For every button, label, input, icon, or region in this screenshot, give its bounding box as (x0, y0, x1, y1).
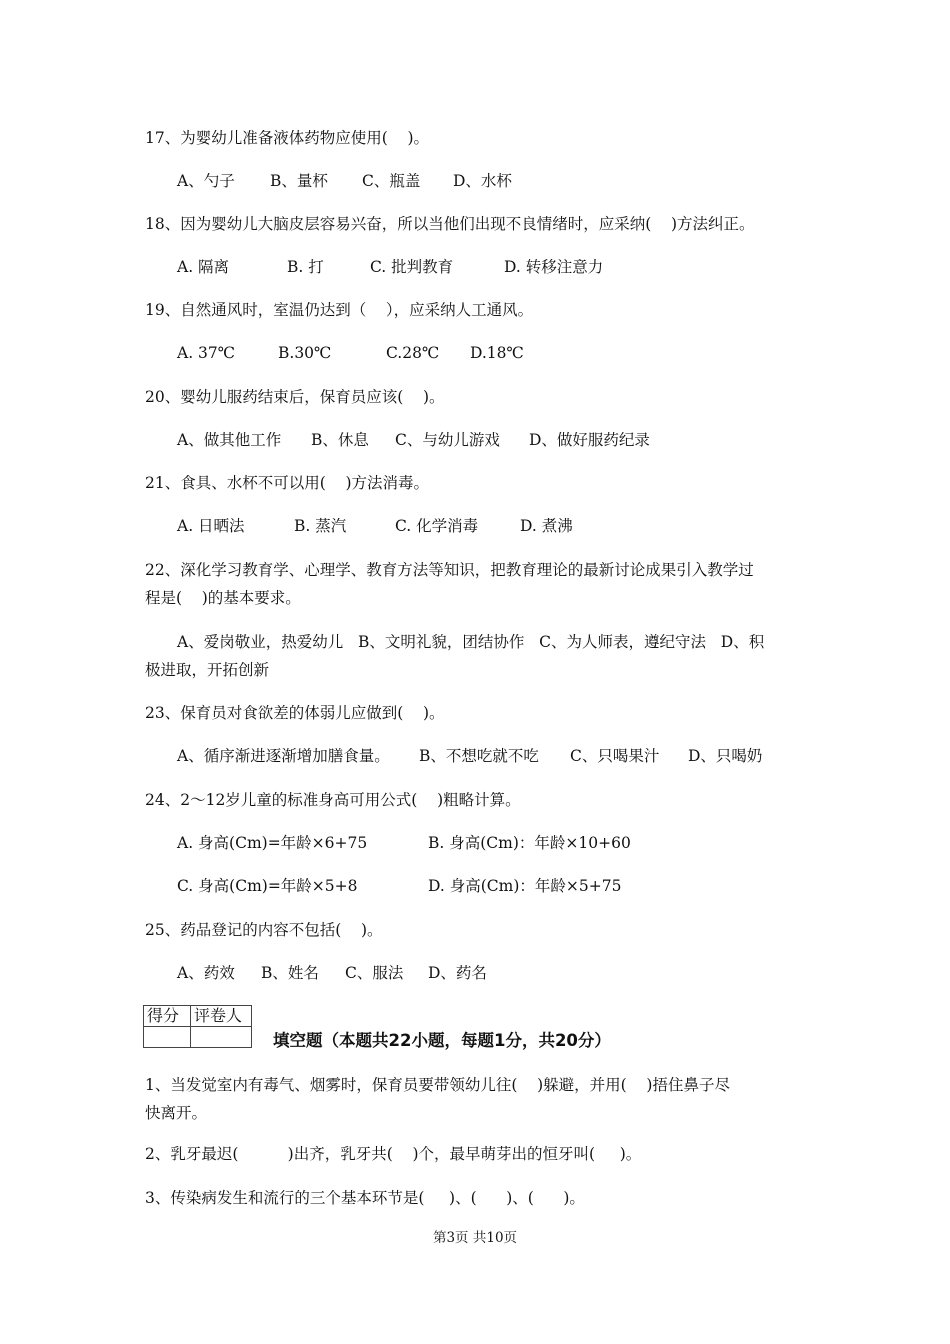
fill-blank-2: 2、乳牙最迟( )出齐，乳牙共( )个，最早萌芽出的恒牙叫( )。 (145, 1145, 642, 1163)
question-21-option-d: D. 煮沸 (520, 517, 573, 535)
question-21-option-c: C. 化学消毒 (395, 517, 479, 535)
question-21-option-a: A. 日晒法 (177, 517, 245, 535)
page-number: 第3页 共10页 (432, 1230, 518, 1246)
question-19-stem: 19、自然通风时，室温仍达到（ ），应采纳人工通风。 (145, 301, 534, 319)
score-label: 得分 (144, 1006, 191, 1027)
question-25-option-b: B、姓名 (261, 964, 319, 982)
question-23-option-d: D、只喝奶 (688, 747, 763, 765)
question-23-stem: 23、保育员对食欲差的体弱儿应做到( )。 (145, 704, 445, 722)
question-22-stem-line1: 22、深化学习教育学、心理学、教育方法等知识，把教育理论的最新讨论成果引入教学过 (145, 561, 754, 579)
question-18-option-b: B. 打 (287, 258, 324, 276)
question-22-stem-line2: 程是( )的基本要求。 (145, 589, 301, 607)
question-25-option-d: D、药名 (428, 964, 487, 982)
question-17-option-d: D、水杯 (453, 172, 512, 190)
fill-blank-1-line1: 1、当发觉室内有毒气、烟雾时，保育员要带领幼儿往( )躲避，并用( )捂住鼻子尽 (145, 1076, 730, 1094)
question-19-option-c: C.28℃ (386, 344, 440, 362)
question-21-option-b: B. 蒸汽 (294, 517, 347, 535)
question-17-option-b: B、量杯 (270, 172, 328, 190)
grader-label: 评卷人 (191, 1006, 252, 1027)
question-20-stem: 20、婴幼儿服药结束后，保育员应该( )。 (145, 388, 445, 406)
question-19-option-b: B.30℃ (278, 344, 332, 362)
question-20-option-a: A、做其他工作 (177, 431, 282, 449)
question-22-options-line2: 极进取，开拓创新 (145, 661, 270, 679)
section-title: 填空题（本题共22小题，每题1分，共20分） (273, 1031, 611, 1050)
question-25-option-a: A、药效 (177, 964, 235, 982)
question-18-option-c: C. 批判教育 (370, 258, 454, 276)
fill-blank-1-line2: 快离开。 (145, 1104, 208, 1122)
score-cell[interactable] (144, 1027, 191, 1048)
question-19-option-a: A. 37℃ (177, 344, 236, 362)
question-22-options-line1: A、爱岗敬业，热爱幼儿 B、文明礼貌，团结协作 C、为人师表，遵纪守法 D、积 (177, 633, 765, 651)
question-24-option-a: A. 身高(Cm)=年龄×6+75 (177, 834, 368, 852)
question-18-option-d: D. 转移注意力 (504, 258, 604, 276)
question-17-option-a: A、勺子 (177, 172, 235, 190)
question-24-option-c: C. 身高(Cm)=年龄×5+8 (177, 877, 358, 895)
question-19-option-d: D.18℃ (470, 344, 524, 362)
question-24-option-d: D. 身高(Cm)：年龄×5+75 (428, 877, 622, 895)
score-box (143, 1005, 252, 1048)
question-18-stem: 18、因为婴幼儿大脑皮层容易兴奋，所以当他们出现不良情绪时，应采纳( )方法纠正。 (145, 215, 755, 233)
question-25-stem: 25、药品登记的内容不包括( )。 (145, 921, 383, 939)
question-18-option-a: A. 隔离 (177, 258, 230, 276)
grader-cell[interactable] (191, 1027, 252, 1048)
question-20-option-c: C、与幼儿游戏 (395, 431, 500, 449)
question-23-option-c: C、只喝果汁 (570, 747, 660, 765)
question-24-stem: 24、2～12岁儿童的标准身高可用公式( )粗略计算。 (145, 791, 521, 809)
fill-blank-3: 3、传染病发生和流行的三个基本环节是( )、( )、( )。 (145, 1189, 585, 1207)
question-20-option-b: B、休息 (311, 431, 369, 449)
question-23-option-b: B、不想吃就不吃 (419, 747, 539, 765)
question-17-option-c: C、瓶盖 (362, 172, 421, 190)
question-17-stem: 17、为婴幼儿准备液体药物应使用( )。 (145, 129, 430, 147)
question-24-option-b: B. 身高(Cm)：年龄×10+60 (428, 834, 631, 852)
question-20-option-d: D、做好服药纪录 (529, 431, 650, 449)
question-25-option-c: C、服法 (345, 964, 404, 982)
question-21-stem: 21、食具、水杯不可以用( )方法消毒。 (145, 474, 430, 492)
question-23-option-a: A、循序渐进逐渐增加膳食量。 (177, 747, 390, 765)
